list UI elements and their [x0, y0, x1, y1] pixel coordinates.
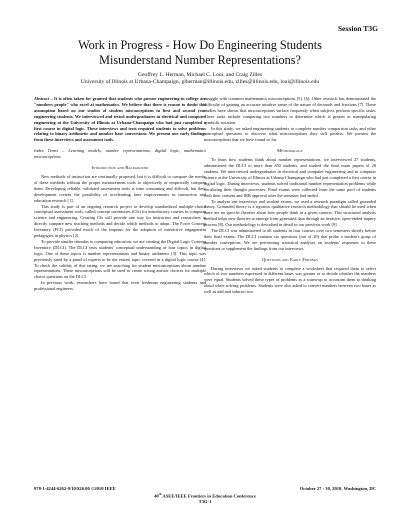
method-paragraph-1: To learn how students think about number representations, we interviewed 27 students, administered the DLCI to more than 350 students, and studied the final exam papers of 20 students. We interviewed undergraduates in electrical and computer engineering and in computer science at the University of Illinois at Urbana-Champaign who had just completed a first course in digital logic. During interviews, students solved traditional number representation problems while vocalizing their thought processes. Final exams were collected from the same pool of students with their consent and IRB approval after the semester had ended. [204, 157, 376, 198]
footer-conference [34, 492, 376, 499]
author-block [20, 72, 380, 86]
abstract [34, 96, 206, 143]
abstract-label: Abstract [34, 96, 49, 101]
title-line-1: Work in Progress - How Do Engineering Students [78, 38, 322, 52]
method-paragraph-2: To analyze our interviews and student exams, we used a research paradigm called grounded theory. Grounded theory is a rigorous qualitative research methodology that should be used when there are no specific theories about how people think in a given context. This structured analysis method helps new theories to emerge from generated data through an iterative, open-ended inquiry process [8]. Our methodology is described in detail in our previous work [9]. [204, 198, 376, 228]
method-paragraph-3: The DLCI was administered to all students in four courses over two semesters shortly before their final exams. The DLCI contains six questions (out of 29) that probe a student's grasp of number conceptions. We are performing statistical analyses on students' responses to these questions to supplement the findings from our interviews. [204, 228, 376, 251]
intro-paragraph-3: To provide similar stimulus to computing education, we are creating the Digital Logic Concept Inventory (DLCI). The DLCI tests students' conceptual understanding of four topics in digital logic. One of these topics is number representations and binary arithmetic [3]. This topic was previously rated by a panel of experts to be the easiest topic covered in a digital logic course [4]. To check the validity of this rating, we are searching for student misconceptions about number representations. These misconceptions will be used to create wrong answer choices for multiple choice questions on the DLCI. [34, 238, 206, 280]
heading-questions: Questions and Early Findings [261, 256, 319, 262]
session-label: Session T3G [337, 24, 378, 33]
right-paragraph-2: In this study, we asked engineering students to complete number comparison tasks and other conceptual questions to discover what misconceptions they still possess. We present the misconceptions that we have found so far. [204, 125, 376, 143]
paper-title [20, 38, 380, 67]
abstract-text: – It is often taken for granted that students who pursue engineering in college are "numbers people" who excel at mathematics. We believe that there is reason to doubt this assumption based on our studies of student misconceptions in first and second year engineering students. We interviewed and tested undergraduates in electrical and computer engineering at the University of Illinois at Urbana-Champaign who had just completed a first course in digital logic. These interviews and tests required students to solve problems relating to binary arithmetic and number base conversions. We present our early findings from these interviews and assessment tools. [34, 96, 206, 143]
footer-copyright: 978-1-4244-6262-9/10/$26.00 ©2010 IEEE [34, 486, 116, 491]
left-column [34, 96, 206, 292]
heading-introduction: Introduction and Background [91, 165, 149, 171]
questions-paragraph-1: During interviews we asked students to complete a worksheet that required them to select which of two numbers expressed in different bases was greater or to decide whether the numbers were equal. Students solved these types of problems as a warm-up to accustom them to thinking aloud while solving problems. Students were also asked to convert numbers between two bases as well as add and subtract two [204, 265, 376, 295]
right-column [204, 96, 376, 295]
intro-paragraph-1: New methods of instruction are continually proposed, but it is difficult to compare the merits of these methods without the proper measurement tools to objectively or empirically compare them. Developing reliable, validated assessment tools is time consuming and difficult, but their development creates the possibility of accelerating later improvements in instruction and education research [1]. [34, 173, 206, 203]
footer-conference-sup: th [158, 492, 162, 496]
intro-paragraph-4: In previous work, researchers have found that even freshman engineering students and professional engineers [34, 280, 206, 292]
intro-paragraph-2: This study is part of an ongoing research project to develop standardized multiple-choice conceptual assessment tools, called concept inventories (CIs) for introductory courses in computer science and engineering. Creating CIs will provide one way for instructors and researchers to directly compare new teaching methods and decide which methods to adopt. The Force Concept Inventory (FCI) provided much of the impetus for the adoption of interactive engagement pedagogies in physics [2]. [34, 203, 206, 239]
footer-page-number: T3G-1 [198, 499, 212, 504]
author-names: Geoffrey L. Herman, Michael C. Loui, and Craig Zilles [137, 72, 263, 78]
author-affiliation: University of Illinois at Urbana-Champaign, glherman@illinois.edu, zilles@illinois.edu, loui@illinois.edu [80, 79, 320, 85]
footer-conference-text: ASEE/IEEE Frontiers in Education Conference [161, 493, 256, 499]
footer-date-location: October 27 - 30, 2010, Washington, DC [299, 486, 376, 491]
index-terms: Index Terms – Learning models, number representations, digital logic, mathematics misconceptions [34, 148, 206, 160]
right-paragraph-1: struggle with common mathematics misconceptions [5], [6]. Other research has demonstrated the difficulty of gaining an accurate intuitive sense of the nature of decimals and fractions [7]. These studies have shown that misconceptions surface frequently when subjects perform specific tasks. These tasks include comparing two numbers to determine which is greater or manipulating symbolic notation. [204, 96, 376, 125]
title-line-2: Misunderstand Number Representations? [99, 52, 301, 67]
footer-conference-number: 40 [154, 493, 159, 499]
heading-methodology: Methodology [277, 148, 303, 154]
